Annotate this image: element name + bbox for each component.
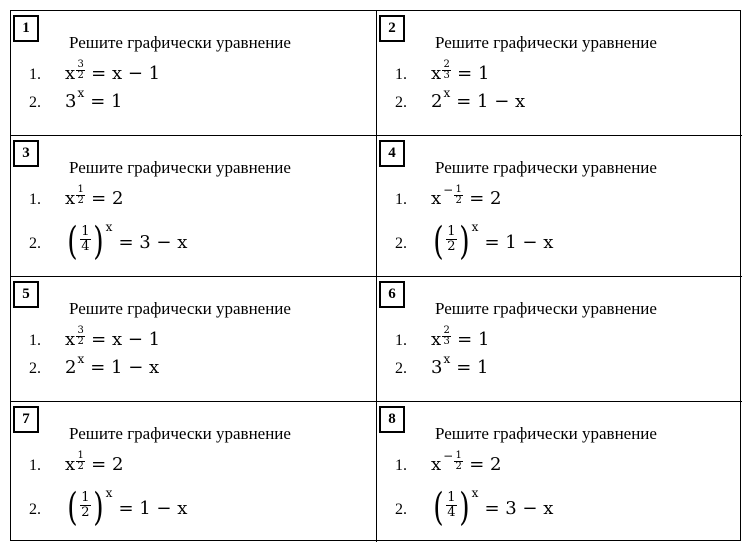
task-card	[377, 11, 742, 136]
parenthesized-fraction: ( $\frac{1}{2}$ ) x	[67, 485, 113, 529]
equation-exponent: x	[443, 86, 451, 100]
list-number: 1.	[395, 66, 407, 83]
equation-base: x	[431, 329, 442, 350]
task-instruction: Решите графически уравнение	[435, 158, 657, 177]
equation-rhs: = 1	[457, 63, 490, 84]
equation-base: x	[65, 188, 76, 209]
task-number: 5	[13, 281, 39, 308]
list-number: 2.	[29, 235, 41, 252]
equation-exponent: x	[471, 220, 479, 234]
list-number: 1.	[395, 191, 407, 208]
equation-rhs: = 3 − x	[484, 498, 554, 519]
equation-rhs: = 1	[457, 329, 490, 350]
list-number: 1.	[29, 332, 41, 349]
equation-2	[29, 352, 160, 378]
task-card	[11, 11, 377, 136]
fraction-exponent: $\frac{1}{2}$	[455, 184, 462, 206]
task-instruction: Решите графически уравнение	[69, 424, 291, 443]
list-number: 1.	[29, 66, 41, 83]
task-card	[377, 402, 742, 542]
equation-base: 2	[65, 357, 77, 378]
task-number: 6	[379, 281, 405, 308]
equation-rhs: = 1 − x	[456, 91, 526, 112]
fraction: $\frac{1}{2}$	[81, 489, 90, 520]
equation-1	[395, 449, 502, 484]
equation-rhs: = 2	[469, 188, 502, 209]
equation-rhs: = 3 − x	[118, 232, 188, 253]
task-card	[377, 136, 742, 277]
fraction: $\frac{1}{4}$	[447, 489, 456, 520]
list-number: 2.	[29, 501, 41, 518]
task-instruction: Решите графически уравнение	[69, 299, 291, 318]
task-card	[11, 402, 377, 542]
fraction-exponent: $\frac{1}{2}$	[77, 184, 84, 206]
equation-2	[395, 352, 489, 378]
equation-rhs: = 2	[469, 454, 502, 475]
equation-rhs: = 1 − x	[118, 498, 188, 519]
equation-2	[395, 482, 554, 529]
equation-1	[29, 450, 124, 484]
list-number: 1.	[29, 457, 41, 474]
equation-exponent: x	[77, 86, 85, 100]
list-number: 2.	[29, 94, 41, 111]
task-instruction: Решите графически уравнение	[435, 299, 657, 318]
equation-1	[395, 59, 490, 93]
equation-base: 3	[65, 91, 77, 112]
task-card	[377, 277, 742, 402]
list-number: 1.	[395, 332, 407, 349]
equation-rhs: = x − 1	[91, 329, 161, 350]
equation-2	[29, 86, 123, 112]
equation-base: x	[431, 63, 442, 84]
exponent-sign: −	[443, 449, 454, 463]
equation-2	[29, 482, 188, 529]
list-number: 2.	[29, 360, 41, 377]
list-number: 2.	[395, 235, 407, 252]
task-number: 3	[13, 140, 39, 167]
list-number: 2.	[395, 360, 407, 377]
equation-rhs: = 2	[91, 454, 124, 475]
equation-2	[29, 216, 188, 263]
equation-exponent: x	[105, 486, 113, 500]
equation-exponent: x	[443, 352, 451, 366]
equation-rhs: = 2	[91, 188, 124, 209]
fraction: $\frac{1}{4}$	[81, 223, 90, 254]
fraction-exponent: $\frac{2}{3}$	[443, 59, 450, 81]
equation-rhs: = 1 − x	[484, 232, 554, 253]
task-number: 2	[379, 15, 405, 42]
equation-1	[395, 325, 490, 359]
list-number: 1.	[395, 457, 407, 474]
task-card	[11, 136, 377, 277]
equation-2	[395, 216, 554, 263]
equation-1	[395, 183, 502, 218]
equation-base: x	[65, 63, 76, 84]
task-number: 1	[13, 15, 39, 42]
fraction-exponent: $\frac{3}{2}$	[77, 325, 84, 347]
task-number: 4	[379, 140, 405, 167]
equation-1	[29, 325, 161, 359]
equation-exponent: x	[471, 486, 479, 500]
equation-rhs: = 1	[456, 357, 489, 378]
parenthesized-fraction: ( $\frac{1}{2}$ ) x	[433, 219, 479, 263]
equation-rhs: = x − 1	[91, 63, 161, 84]
parenthesized-fraction: ( $\frac{1}{4}$ ) x	[67, 219, 113, 263]
equation-exponent: x	[77, 352, 85, 366]
fraction-exponent: $\frac{1}{2}$	[77, 450, 84, 472]
task-instruction: Решите графически уравнение	[435, 33, 657, 52]
equation-1	[29, 184, 124, 218]
equation-2	[395, 86, 526, 112]
equation-rhs: = 1	[90, 91, 123, 112]
equation-base: 3	[431, 357, 443, 378]
task-instruction: Решите графически уравнение	[69, 158, 291, 177]
parenthesized-fraction: ( $\frac{1}{4}$ ) x	[433, 485, 479, 529]
equation-1	[29, 59, 161, 93]
equation-exponent: x	[105, 220, 113, 234]
list-number: 1.	[29, 191, 41, 208]
exponent-sign: −	[443, 183, 454, 197]
fraction-exponent: $\frac{1}{2}$	[455, 450, 462, 472]
task-card	[11, 277, 377, 402]
list-number: 2.	[395, 501, 407, 518]
equation-base: x	[65, 329, 76, 350]
equation-base: x	[65, 454, 76, 475]
fraction-exponent: $\frac{2}{3}$	[443, 325, 450, 347]
worksheet-grid	[10, 10, 741, 541]
fraction: $\frac{1}{2}$	[447, 223, 456, 254]
equation-rhs: = 1 − x	[90, 357, 160, 378]
list-number: 2.	[395, 94, 407, 111]
fraction-exponent: $\frac{3}{2}$	[77, 59, 84, 81]
equation-base: x	[431, 188, 442, 209]
task-instruction: Решите графически уравнение	[435, 424, 657, 443]
task-number: 7	[13, 406, 39, 433]
task-instruction: Решите графически уравнение	[69, 33, 291, 52]
equation-base: x	[431, 454, 442, 475]
task-number: 8	[379, 406, 405, 433]
equation-base: 2	[431, 91, 443, 112]
